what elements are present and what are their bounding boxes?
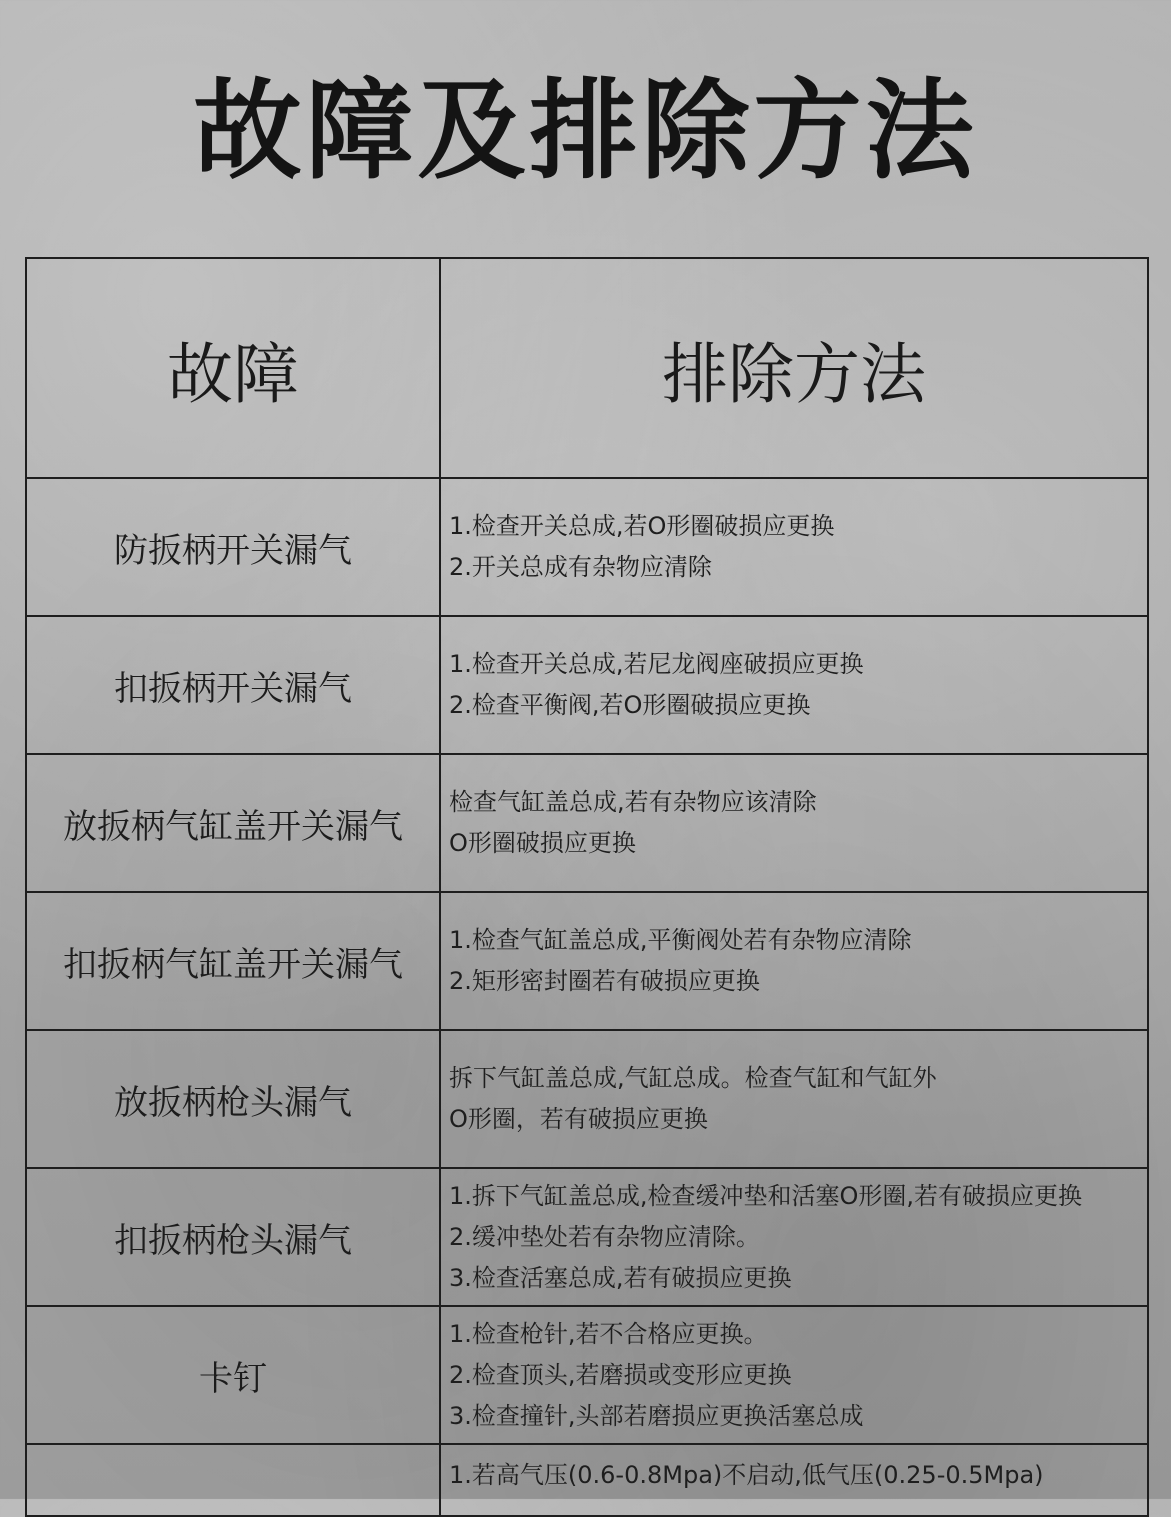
method-column-header: 排除方法 — [440, 258, 1148, 478]
method-cell — [440, 1444, 1148, 1516]
table-header-row — [26, 258, 1148, 478]
method-line: 1.若高气压(0.6-0.8Mpa)不启动,低气压(0.25-0.5Mpa) — [449, 1461, 1044, 1489]
method-line: O形圈破损应更换 — [449, 829, 636, 857]
method-line: 3.检查活塞总成,若有破损应更换 — [449, 1263, 792, 1292]
method-line: 3.检查撞针,头部若磨损应更换活塞总成 — [449, 1401, 864, 1430]
fault-cell: 防扳柄开关漏气 — [26, 478, 440, 616]
fault-cell: 扣扳柄开关漏气 — [26, 616, 440, 754]
table-row — [26, 1444, 1148, 1516]
fault-cell: 扣扳柄枪头漏气 — [26, 1168, 440, 1306]
method-line: O形圈，若有破损应更换 — [449, 1105, 708, 1133]
method-line: 2.检查顶头,若磨损或变形应更换 — [449, 1360, 792, 1389]
fault-cell: 放扳柄气缸盖开关漏气 — [26, 754, 440, 892]
fault-column-header: 故障 — [26, 258, 440, 478]
table-row — [26, 478, 1148, 616]
method-line: 2.开关总成有杂物应清除 — [449, 553, 712, 581]
method-cell — [440, 892, 1148, 1030]
table-row — [26, 892, 1148, 1030]
fault-cell: 扣扳柄气缸盖开关漏气 — [26, 892, 440, 1030]
fault-cell — [26, 1444, 440, 1516]
method-cell — [440, 754, 1148, 892]
method-line: 1.拆下气缸盖总成,检查缓冲垫和活塞O形圈,若有破损应更换 — [449, 1181, 1083, 1210]
method-line: 1.检查开关总成,若O形圈破损应更换 — [449, 512, 835, 540]
method-line: 1.检查枪针,若不合格应更换。 — [449, 1319, 768, 1348]
method-line: 1.检查开关总成,若尼龙阀座破损应更换 — [449, 650, 864, 678]
method-cell — [440, 1306, 1148, 1444]
method-cell — [440, 1030, 1148, 1168]
method-cell — [440, 478, 1148, 616]
fault-cell: 放扳柄枪头漏气 — [26, 1030, 440, 1168]
method-line: 1.检查气缸盖总成,平衡阀处若有杂物应清除 — [449, 926, 912, 954]
method-cell — [440, 1168, 1148, 1306]
page-title: 故障及排除方法 — [193, 69, 978, 194]
method-line: 2.矩形密封圈若有破损应更换 — [449, 967, 760, 995]
table-row — [26, 1030, 1148, 1168]
method-line: 2.缓冲垫处若有杂物应清除。 — [449, 1222, 760, 1251]
method-line: 检查气缸盖总成,若有杂物应该清除 — [449, 788, 817, 816]
method-cell — [440, 616, 1148, 754]
table-row — [26, 1306, 1148, 1444]
table-row — [26, 754, 1148, 892]
fault-table — [25, 257, 1149, 1517]
table-row — [26, 1168, 1148, 1306]
fault-cell: 卡钉 — [26, 1306, 440, 1444]
method-line: 2.检查平衡阀,若O形圈破损应更换 — [449, 691, 811, 719]
method-line: 拆下气缸盖总成,气缸总成。检查气缸和气缸外 — [449, 1064, 937, 1092]
table-row — [26, 616, 1148, 754]
